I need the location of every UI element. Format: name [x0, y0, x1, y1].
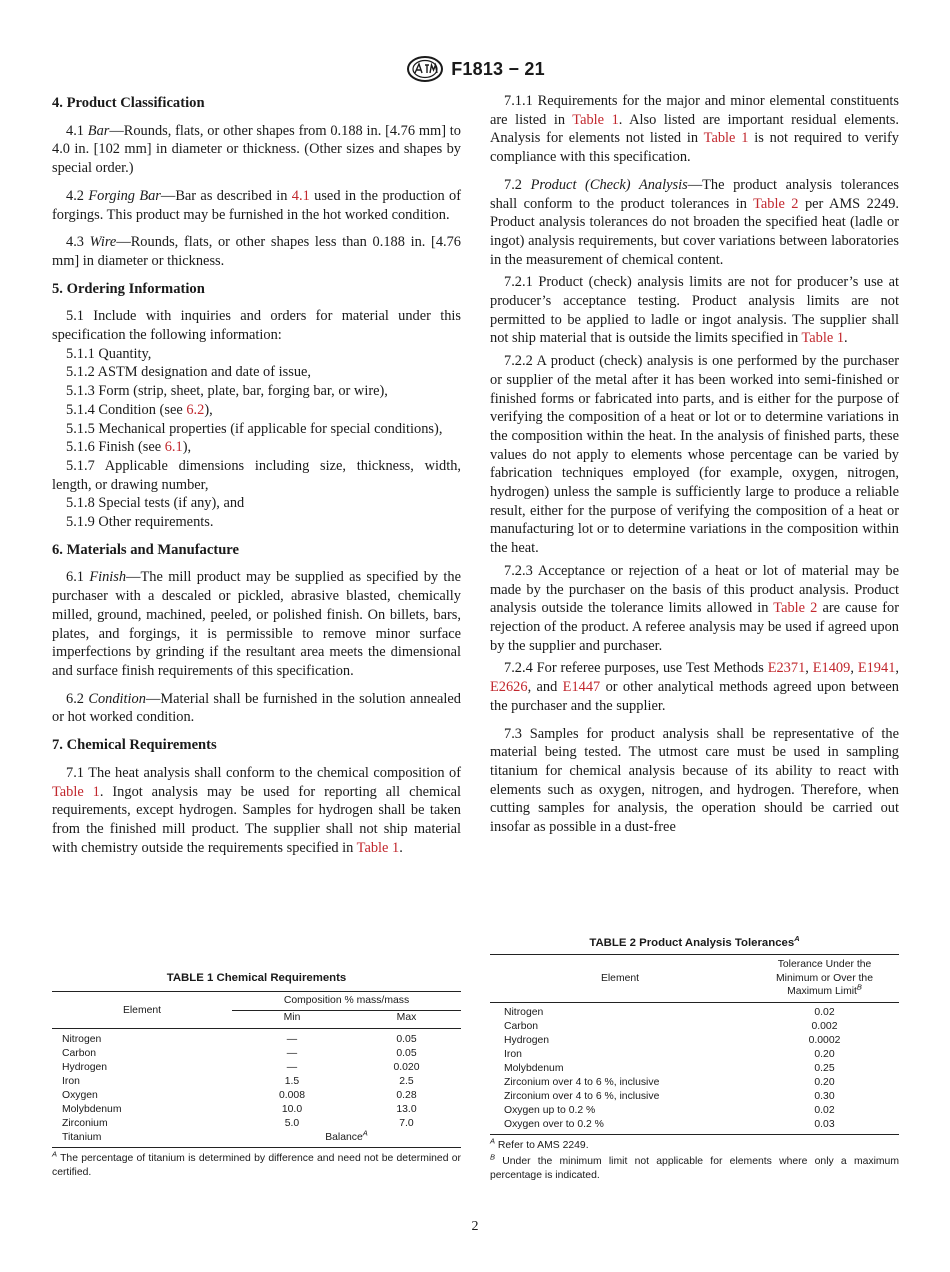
link-4-1[interactable]: 4.1: [291, 187, 310, 204]
para-7-2-4: 7.2.4 For referee purposes, use Test Methods E2371, E1409, E1941, E2626, and E1447 or other analytical methods agreed upon between the purchaser and the supplier.: [490, 660, 899, 714]
list-item: 5.1.8 Special tests (if any), and: [66, 495, 245, 512]
table-row: Iron 0.20: [504, 1048, 835, 1060]
table-1-element-header: Element: [52, 992, 232, 1029]
link-e1941[interactable]: E1941: [857, 660, 896, 677]
para-7-1: 7.1 The heat analysis shall conform to the chemical composition of Table 1. Ingot analysis may be used for reporting all chemical requirements, except hydrogen. Samples for hydrogen shall be taken from the finished mill product. The supplier shall not ship material with chemistry outside the requirements specified in Table 1.: [52, 764, 461, 856]
page-header: [0, 54, 950, 84]
para-5-1: 5.1 Include with inquiries and orders for material under this specification the following information:: [52, 308, 461, 344]
table-row: Zirconium over 4 to 6 %, inclusive 0.30: [504, 1090, 835, 1102]
list-item: 5.1.3 Form (strip, sheet, plate, bar, forging bar, or wire),: [66, 383, 388, 400]
table-1-max-header: Max: [396, 1012, 417, 1023]
table-row: Zirconium over 4 to 6 %, inclusive 0.20: [504, 1076, 835, 1088]
left-column: [52, 92, 461, 866]
table-row: Iron 1.5 2.5: [62, 1076, 414, 1087]
table-row: Molybdenum 0.25: [504, 1062, 835, 1074]
designation: F1813 − 21: [451, 58, 545, 79]
para-7-2-2: 7.2.2 A product (check) analysis is one performed by the purchaser or supplier of the metal after it has been worked into semi-finished or finished forms or fabricated into parts, and is either for the purpose of verifying the composition of a heat or lot or to determine variations in the composition within the heat. In the analysis of finished parts, these values do not apply to elements whose percentage can be varied by fabrication techniques employed (for example, oxygen, nitrogen, hydrogen) unless the sample is sufficiently large to produce a reliable result, either for the purpose of verifying the composition of a heat or manufacturing lot or to determine variations in the composition within the heat.: [490, 353, 899, 557]
table-row: Oxygen over to 0.2 % 0.03: [490, 1118, 899, 1135]
para-7-2-1: 7.2.1 Product (check) analysis limits are not for producer’s use at producer’s acceptance testing. Product analysis limits are not permitted to be applied to ladle or ingot analysis. The supplier shall not ship material that is outside the limits specified in Table 1.: [490, 274, 899, 347]
table-2-tolerance-header: Tolerance Under the Minimum or Over the Maximum Limit$^B$: [750, 955, 899, 1003]
table-2-footnote-b: $^B$ Under the minimum limit not applicable for elements where only a maximum percentage is indicated.: [490, 1152, 899, 1181]
section-5-heading: 5. Ordering Information: [52, 280, 205, 297]
table-row: Hydrogen — 0.020: [62, 1062, 420, 1073]
table-1-min-header: Min: [283, 1012, 301, 1023]
link-table-1[interactable]: Table 1: [356, 839, 400, 856]
link-table-1[interactable]: Table 1: [52, 783, 100, 800]
table-row: Nitrogen 0.02: [504, 1006, 835, 1018]
table-1: [52, 972, 461, 1180]
table-row: Nitrogen — 0.05: [52, 1029, 461, 1048]
table-row: Carbon — 0.05: [62, 1048, 417, 1059]
list-item: 5.1.5 Mechanical properties (if applicable for special conditions),: [66, 420, 443, 437]
para-4-3: 4.3 Wire—Rounds, flats, or other shapes less than 0.188 in. [4.76 mm] in diameter or thickness.: [52, 234, 461, 269]
table-2-caption: TABLE 2 Product Analysis Tolerances$^A$: [589, 934, 800, 949]
list-item: 5.1.4 Condition (see 6.2),: [66, 401, 213, 418]
para-4-2: 4.2 Forging Bar—Bar as described in 4.1 used in the production of forgings. This product may be furnished in the hot worked condition.: [52, 187, 462, 223]
link-table-1[interactable]: Table 1: [801, 330, 845, 347]
table-2: [490, 934, 899, 1183]
table-1-composition-header: Composition % mass/mass: [232, 992, 461, 1011]
table-1-footnote: $^A$ The percentage of titanium is determined by difference and need not be determined or certified.: [52, 1149, 461, 1178]
link-table-1[interactable]: Table 1: [703, 130, 749, 147]
right-column: [490, 92, 899, 846]
list-item: 5.1.1 Quantity,: [66, 345, 152, 362]
list-item: 5.1.7 Applicable dimensions including size, thickness, width, length, or drawing number,: [52, 457, 461, 493]
list-item: 5.1.6 Finish (see 6.1),: [66, 439, 192, 456]
list-item: 5.1.9 Other requirements.: [66, 514, 214, 531]
para-7-2-3: 7.2.3 Acceptance or rejection of a heat or lot of material may be made by the purchaser on the basis of this product analysis. Product analysis outside the tolerance limits allowed in Table 2 are cause for rejection of the product. A referee analysis may be used if agreed upon by the supplier and purchaser.: [490, 562, 899, 654]
link-e2371[interactable]: E2371: [767, 660, 806, 677]
link-6-1[interactable]: 6.1: [164, 439, 183, 456]
link-e1409[interactable]: E1409: [812, 660, 851, 677]
page-number: 2: [471, 1219, 479, 1234]
para-6-1: 6.1 Finish—The mill product may be supplied as specified by the purchaser with a descaled or pickled, abrasive blasted, chemically milled, ground, machined, peeled, or polished finish. On billets, bars, plates, and forgings, it is permissible to remove minor surface imperfections by grinding if the resultant area meets the dimensional and surface finish requirements of this specification.: [52, 569, 461, 679]
section-6-heading: 6. Materials and Manufacture: [52, 541, 239, 558]
para-7-3: 7.3 Samples for product analysis shall be representative of the material being tested. The utmost care must be used in sampling titanium for chemical analysis because of its ability to react with elements such as oxygen, nitrogen, and hydrogen. Therefore, when cutting samples for analysis, the operation should be carried out insofar as possible in a dust-free: [490, 725, 899, 836]
para-7-1-1: 7.1.1 Requirements for the major and minor elemental constituents are listed in Table 1. Also listed are important residual elements. Analysis for elements not listed in Table 1 is not required to verify compliance with this specification.: [490, 93, 900, 166]
section-7-heading: 7. Chemical Requirements: [52, 737, 217, 754]
table-row: Zirconium 5.0 7.0: [62, 1118, 414, 1129]
link-table-2[interactable]: Table 2: [753, 195, 799, 212]
table-row: Oxygen up to 0.2 % 0.02: [504, 1104, 835, 1116]
link-e2626[interactable]: E2626: [490, 679, 528, 696]
list-item: 5.1.2 ASTM designation and date of issue,: [66, 364, 312, 381]
table-row: Titanium Balance$^A$: [52, 1131, 461, 1148]
para-7-2: 7.2 Product (Check) Analysis—The product analysis tolerances shall conform to the product tolerances in Table 2 per AMS 2249. Product analysis tolerances do not broaden the specified heat (ladle or ingot) analysis requirements, but cover variations between laboratories in the measurement of chemical content.: [490, 176, 900, 268]
table-row: Hydrogen 0.0002: [504, 1034, 841, 1046]
link-table-1[interactable]: Table 1: [572, 111, 619, 128]
astm-logo-icon: [405, 55, 445, 83]
table-row: Molybdenum 10.0 13.0: [62, 1104, 417, 1115]
table-row: Carbon 0.002: [504, 1020, 838, 1032]
para-6-2: 6.2 Condition—Material shall be furnished in the solution annealed or hot worked condition.: [52, 690, 461, 726]
link-6-2[interactable]: 6.2: [186, 401, 205, 418]
table-1-caption: TABLE 1 Chemical Requirements: [166, 972, 347, 984]
table-row: Oxygen 0.008 0.28: [62, 1090, 417, 1101]
section-4-heading: 4. Product Classification: [52, 95, 205, 111]
link-table-2[interactable]: Table 2: [773, 600, 818, 617]
table-2-footnote-a: $^A$ Refer to AMS 2249.: [490, 1136, 589, 1151]
link-e1447[interactable]: E1447: [562, 679, 601, 696]
table-2-element-header: Element: [490, 955, 750, 1003]
para-4-1: 4.1 Bar—Rounds, flats, or other shapes from 0.188 in. [4.76 mm] to 4.0 in. [102 mm] in diameter or thickness. (Other sizes and shapes by special order.): [52, 122, 461, 177]
